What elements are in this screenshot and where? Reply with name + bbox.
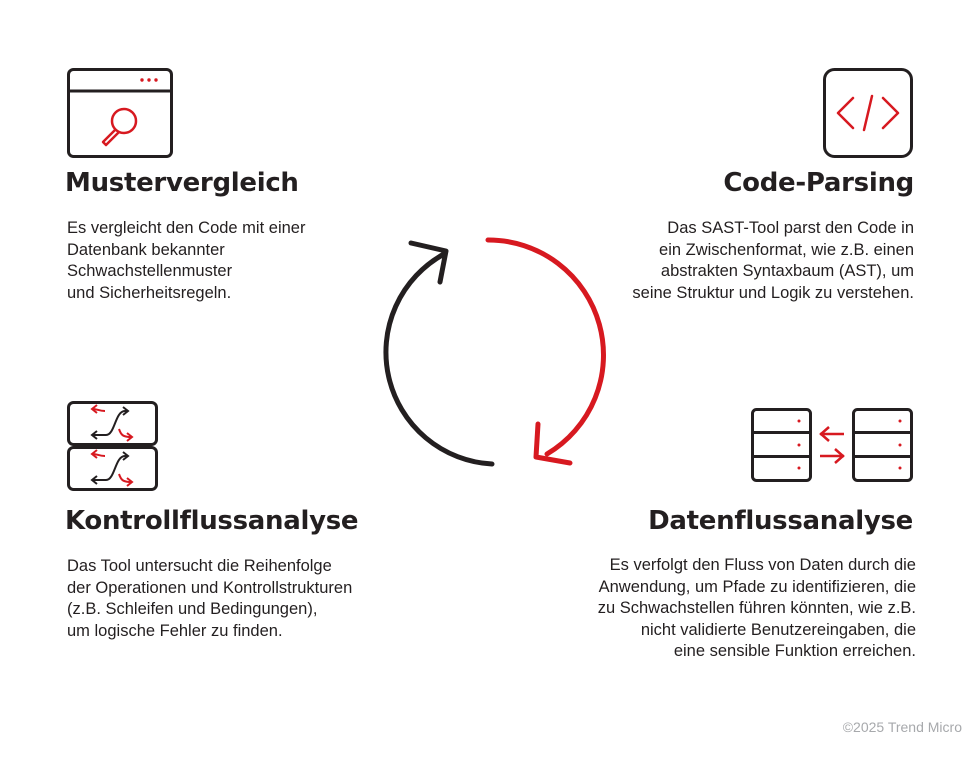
control-flow-icon — [67, 401, 158, 491]
code-brackets-icon — [823, 68, 913, 158]
step-description-datenflussanalyse: Es verfolgt den Fluss von Daten durch die Anwendung, um Pfade zu identifizieren, die zu Schwachstellen führen könnten, wie z.B. nicht validierte Benutzereingaben, die eine sensible Funktion erreichen. — [597, 556, 916, 660]
step-description-mustervergleich: Es vergleicht den Code mit einer Datenbank bekannter Schwachstellenmuster und Sicherheitsregeln. — [67, 219, 306, 302]
step-description-code-parsing: Das SAST-Tool parst den Code in ein Zwischenformat, wie z.B. einen abstrakten Syntaxbaum (AST), um seine Struktur und Logik zu verstehen. — [632, 219, 914, 302]
control-flow-arrows-top — [92, 405, 132, 441]
left-arrow — [820, 427, 844, 441]
step-description-kontrollflussanalyse: Das Tool untersucht die Reihenfolge der Operationen und Kontrollstrukturen (z.B. Schleifen und Bedingungen), um logische Fehler zu finden. — [67, 557, 353, 640]
red-cycle-arrow — [488, 240, 603, 454]
step-title-code-parsing: Code-Parsing — [723, 168, 914, 198]
control-flow-arrows-bottom — [92, 450, 132, 486]
copyright-footer: ©2025 Trend Micro — [842, 719, 962, 735]
data-transfer-servers-icon — [751, 408, 913, 482]
browser-search-icon — [67, 68, 173, 158]
circular-arrows-icon — [360, 225, 620, 485]
step-title-datenflussanalyse: Datenflussanalyse — [648, 506, 913, 536]
step-title-mustervergleich: Mustervergleich — [65, 168, 299, 198]
dark-cycle-arrow — [386, 254, 492, 464]
step-title-kontrollflussanalyse: Kontrollflussanalyse — [65, 506, 359, 536]
right-arrow — [820, 449, 844, 463]
